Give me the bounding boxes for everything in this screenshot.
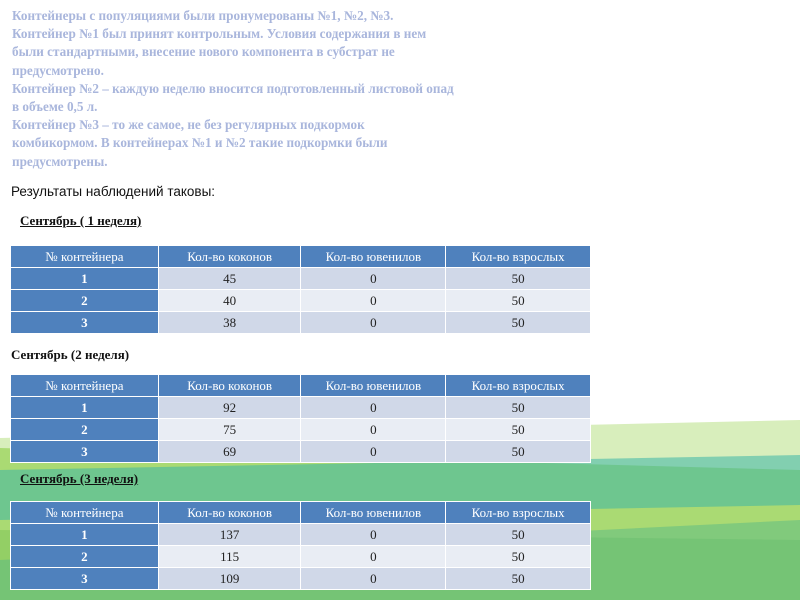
adults-count: 50 <box>446 312 591 334</box>
juveniles-count: 0 <box>301 312 446 334</box>
container-number: 1 <box>11 268 159 290</box>
intro-line: предусмотрены. <box>12 153 108 169</box>
juveniles-count: 0 <box>301 290 446 312</box>
cocoons-count: 38 <box>158 312 301 334</box>
column-header: № контейнера <box>11 246 159 268</box>
adults-count: 50 <box>446 441 591 463</box>
juveniles-count: 0 <box>301 397 446 419</box>
container-number: 3 <box>11 568 159 590</box>
juveniles-count: 0 <box>301 268 446 290</box>
container-number: 3 <box>11 441 159 463</box>
cocoons-count: 75 <box>158 419 301 441</box>
results-heading: Результаты наблюдений таковы: <box>11 184 216 199</box>
adults-count: 50 <box>446 268 591 290</box>
cocoons-count: 45 <box>158 268 301 290</box>
adults-count: 50 <box>446 397 591 419</box>
intro-line: были стандартными, внесение нового компонента в субстрат не <box>12 44 395 60</box>
table-row <box>11 419 591 441</box>
table-row <box>11 524 591 546</box>
cocoons-count: 69 <box>158 441 301 463</box>
juveniles-count: 0 <box>301 568 446 590</box>
cocoons-count: 115 <box>158 546 301 568</box>
week-1-table <box>10 245 591 334</box>
juveniles-count: 0 <box>301 524 446 546</box>
adults-count: 50 <box>446 568 591 590</box>
table-header-row <box>11 502 591 524</box>
column-header: Кол-во коконов <box>158 246 301 268</box>
intro-line: Контейнер №3 – то же самое, не без регулярных подкормок <box>12 117 365 133</box>
intro-line: комбикормом. В контейнерах №1 и №2 такие подкормки были <box>12 135 388 151</box>
column-header: Кол-во взрослых <box>446 502 591 524</box>
adults-count: 50 <box>446 290 591 312</box>
week-1-label: Сентябрь ( 1 неделя) <box>20 213 142 228</box>
intro-line: предусмотрено. <box>12 62 104 78</box>
table-row <box>11 546 591 568</box>
cocoons-count: 40 <box>158 290 301 312</box>
container-number: 2 <box>11 290 159 312</box>
adults-count: 50 <box>446 524 591 546</box>
intro-line: Контейнеры с популяциями были пронумерованы №1, №2, №3. <box>12 8 394 23</box>
column-header: Кол-во ювенилов <box>301 375 446 397</box>
week-3-label: Сентябрь (3 неделя) <box>20 471 139 486</box>
container-number: 2 <box>11 546 159 568</box>
intro-line: Контейнер №2 – каждую неделю вносится подготовленный листовой опад <box>12 80 454 96</box>
table-row <box>11 397 591 419</box>
column-header: № контейнера <box>11 375 159 397</box>
container-number: 2 <box>11 419 159 441</box>
juveniles-count: 0 <box>301 546 446 568</box>
week-2-label: Сентябрь (2 неделя) <box>11 347 130 362</box>
week-2-table <box>10 374 591 463</box>
cocoons-count: 137 <box>158 524 301 546</box>
table-row <box>11 268 591 290</box>
table-row <box>11 441 591 463</box>
table-row <box>11 290 591 312</box>
column-header: Кол-во взрослых <box>446 375 591 397</box>
juveniles-count: 0 <box>301 441 446 463</box>
container-number: 3 <box>11 312 159 334</box>
column-header: Кол-во ювенилов <box>301 246 446 268</box>
cocoons-count: 92 <box>158 397 301 419</box>
column-header: Кол-во коконов <box>158 502 301 524</box>
column-header: Кол-во ювенилов <box>301 502 446 524</box>
table-header-row <box>11 246 591 268</box>
table-header-row <box>11 375 591 397</box>
intro-text <box>12 7 552 171</box>
column-header: № контейнера <box>11 502 159 524</box>
intro-line: в объеме 0,5 л. <box>12 99 98 115</box>
column-header: Кол-во коконов <box>158 375 301 397</box>
intro-line: Контейнер №1 был принят контрольным. Условия содержания в нем <box>12 26 427 42</box>
cocoons-count: 109 <box>158 568 301 590</box>
column-header: Кол-во взрослых <box>446 246 591 268</box>
adults-count: 50 <box>446 546 591 568</box>
juveniles-count: 0 <box>301 419 446 441</box>
table-row <box>11 568 591 590</box>
container-number: 1 <box>11 397 159 419</box>
adults-count: 50 <box>446 419 591 441</box>
container-number: 1 <box>11 524 159 546</box>
table-row <box>11 312 591 334</box>
week-3-table <box>10 501 591 590</box>
